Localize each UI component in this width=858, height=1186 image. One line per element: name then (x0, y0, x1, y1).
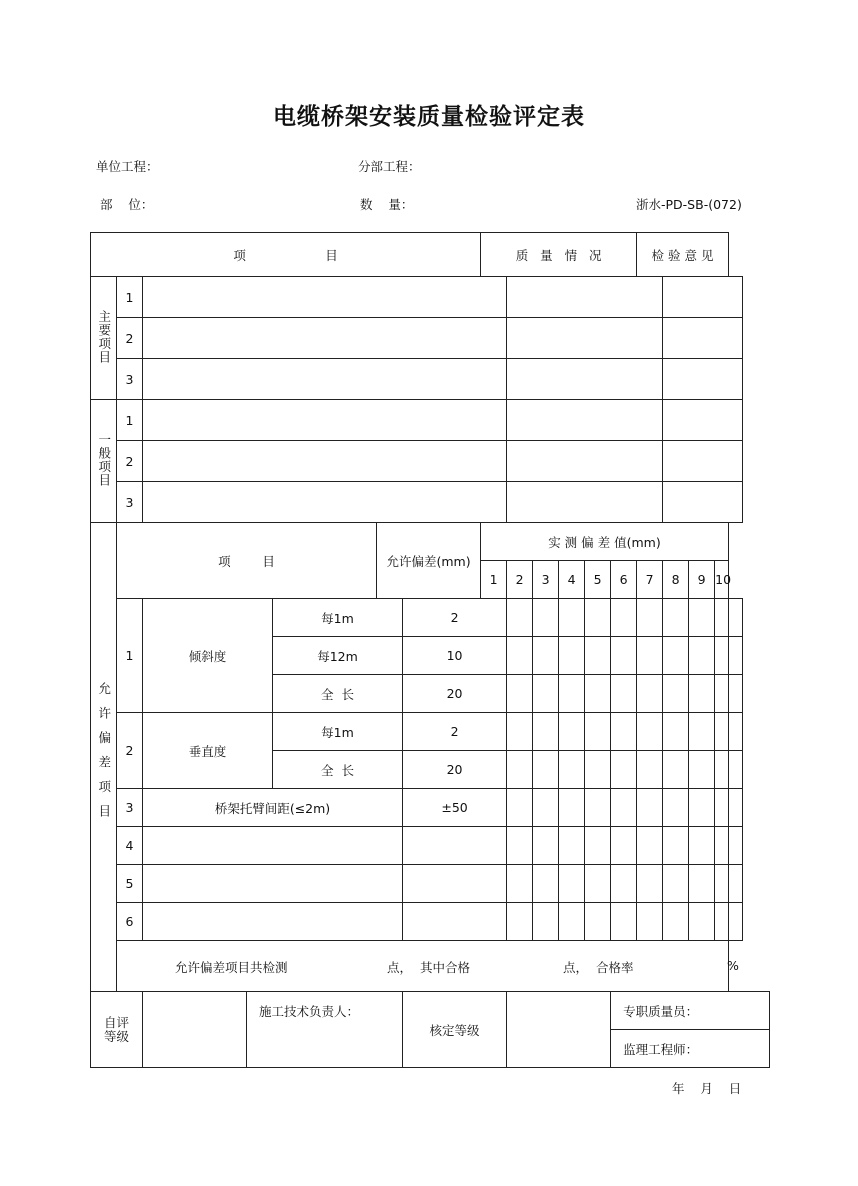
dev-row-5-name[interactable] (143, 865, 403, 903)
main-item-3-content[interactable] (143, 359, 507, 400)
dev-row-2b-label: 全 长 (273, 751, 403, 789)
general-item-1-quality[interactable] (507, 400, 663, 441)
measure-cell[interactable] (637, 827, 663, 865)
qc-officer-label: 专职质量员： (611, 992, 770, 1030)
dev-row-6-value[interactable] (403, 903, 507, 941)
main-item-3-quality[interactable] (507, 359, 663, 400)
date-line: 年 月 日 (672, 1081, 742, 1096)
general-item-1-opinion[interactable] (663, 400, 742, 441)
measure-cell[interactable] (728, 675, 742, 713)
measure-cell[interactable] (663, 675, 689, 713)
dev-row-1-name: 倾斜度 (143, 599, 273, 713)
measure-cell[interactable] (637, 599, 663, 637)
measure-cell[interactable] (533, 827, 559, 865)
measure-cell[interactable] (637, 675, 663, 713)
general-item-3-no: 3 (117, 482, 143, 523)
measure-cell[interactable] (663, 789, 689, 827)
general-item-1-no: 1 (117, 400, 143, 441)
measure-cell[interactable] (637, 713, 663, 751)
measure-cell[interactable] (533, 675, 559, 713)
measure-col-4: 4 (559, 561, 585, 599)
main-item-3-no: 3 (117, 359, 143, 400)
measure-cell[interactable] (533, 789, 559, 827)
table-row (91, 827, 770, 865)
main-item-1-no: 1 (117, 277, 143, 318)
dev-row-4-value[interactable] (403, 827, 507, 865)
measure-cell[interactable] (559, 713, 585, 751)
measure-cell[interactable] (585, 713, 611, 751)
unit-project-label: 单位工程： (96, 159, 159, 174)
measure-cell[interactable] (585, 827, 611, 865)
measure-cell[interactable] (611, 599, 637, 637)
table-row (91, 599, 770, 637)
dev-row-1c-label: 全 长 (273, 675, 403, 713)
measure-cell[interactable] (728, 827, 742, 865)
measure-cell[interactable] (507, 827, 533, 865)
general-item-3-content[interactable] (143, 482, 507, 523)
measure-cell[interactable] (637, 903, 663, 941)
measure-cell[interactable] (689, 789, 715, 827)
measure-cell[interactable] (689, 865, 715, 903)
measure-cell[interactable] (585, 599, 611, 637)
dev-row-2-name: 垂直度 (143, 713, 273, 789)
main-item-2-content[interactable] (143, 318, 507, 359)
dev-row-1c-value: 20 (403, 675, 507, 713)
measure-cell[interactable] (611, 675, 637, 713)
measure-cell[interactable] (728, 637, 742, 675)
measure-cell[interactable] (559, 599, 585, 637)
general-item-3-quality[interactable] (507, 482, 663, 523)
summary-text-1: 允许偏差项目共检测 (175, 960, 288, 975)
form-code: 浙水-PD-SB-(072) (636, 197, 742, 212)
measure-cell[interactable] (637, 865, 663, 903)
table-row (91, 865, 770, 903)
quantity-label: 数 量： (360, 197, 414, 212)
deviation-item-header: 项 目 (117, 523, 377, 599)
measure-cell[interactable] (533, 713, 559, 751)
measure-cell[interactable] (507, 751, 533, 789)
measure-cell[interactable] (533, 637, 559, 675)
main-item-1-opinion[interactable] (663, 277, 742, 318)
main-item-3-opinion[interactable] (663, 359, 742, 400)
summary-text-2: 点， 其中合格 (387, 960, 470, 975)
measure-cell[interactable] (728, 789, 742, 827)
measure-cell[interactable] (689, 637, 715, 675)
measure-cell[interactable] (728, 751, 742, 789)
measure-col-1: 1 (481, 561, 507, 599)
measure-cell[interactable] (611, 751, 637, 789)
dev-row-6-no: 6 (117, 903, 143, 941)
tech-lead-label: 施工技术负责人： (247, 992, 403, 1068)
dev-row-3-value: ±50 (403, 789, 507, 827)
measure-cell[interactable] (689, 751, 715, 789)
general-item-2-content[interactable] (143, 441, 507, 482)
table-row (91, 713, 770, 751)
measure-cell[interactable] (559, 751, 585, 789)
measure-cell[interactable] (663, 713, 689, 751)
table-row (91, 789, 770, 827)
measure-cell[interactable] (715, 789, 729, 827)
dev-row-2a-label: 每1m (273, 713, 403, 751)
summary-text-3: 点， 合格率 (563, 960, 634, 975)
item-header: 项 目 (91, 233, 481, 277)
measure-col-7: 7 (637, 561, 663, 599)
supervisor-label: 监理工程师： (611, 1030, 770, 1068)
opinion-header: 检 验 意 见 (637, 233, 729, 277)
measure-col-9: 9 (689, 561, 715, 599)
measure-cell[interactable] (663, 903, 689, 941)
measure-cell[interactable] (663, 827, 689, 865)
measure-cell[interactable] (559, 903, 585, 941)
measure-cell[interactable] (715, 903, 729, 941)
summary-row (117, 941, 739, 992)
main-items-group: 主要项目 (91, 277, 117, 400)
main-item-2-no: 2 (117, 318, 143, 359)
measure-cell[interactable] (507, 789, 533, 827)
measure-cell[interactable] (728, 903, 742, 941)
measure-cell[interactable] (611, 789, 637, 827)
measure-cell[interactable] (507, 637, 533, 675)
dev-row-2b-value: 20 (403, 751, 507, 789)
measure-cell[interactable] (715, 637, 729, 675)
location-label: 部 位： (100, 197, 154, 212)
self-eval-value[interactable] (143, 992, 247, 1068)
measure-cell[interactable] (611, 903, 637, 941)
measure-cell[interactable] (611, 865, 637, 903)
measure-cell[interactable] (585, 675, 611, 713)
measure-cell[interactable] (689, 827, 715, 865)
measure-cell[interactable] (585, 637, 611, 675)
measure-cell[interactable] (715, 827, 729, 865)
allowed-deviation-group: 允许偏差项目 (91, 523, 117, 992)
measure-cell[interactable] (689, 675, 715, 713)
dev-row-5-value[interactable] (403, 865, 507, 903)
measure-cell[interactable] (533, 865, 559, 903)
measure-cell[interactable] (533, 903, 559, 941)
measure-cell[interactable] (715, 599, 729, 637)
measure-col-2: 2 (507, 561, 533, 599)
measure-col-8: 8 (663, 561, 689, 599)
measure-cell[interactable] (689, 599, 715, 637)
dev-row-1a-label: 每1m (273, 599, 403, 637)
summary-text-4: % (727, 958, 739, 973)
measure-cell[interactable] (715, 675, 729, 713)
measure-cell[interactable] (728, 865, 742, 903)
quality-header: 质 量 情 况 (481, 233, 637, 277)
measure-col-6: 6 (611, 561, 637, 599)
self-eval-label: 自评等级 (91, 992, 143, 1068)
measure-cell[interactable] (611, 827, 637, 865)
dev-row-4-no: 4 (117, 827, 143, 865)
measure-cell[interactable] (507, 675, 533, 713)
measure-cell[interactable] (663, 599, 689, 637)
measure-cell[interactable] (715, 751, 729, 789)
dev-row-4-name[interactable] (143, 827, 403, 865)
measure-cell[interactable] (559, 865, 585, 903)
main-item-1-quality[interactable] (507, 277, 663, 318)
measure-cell[interactable] (663, 751, 689, 789)
measure-cell[interactable] (585, 865, 611, 903)
inspection-table (90, 232, 770, 1068)
measure-cell[interactable] (689, 713, 715, 751)
main-item-1-content[interactable] (143, 277, 507, 318)
general-item-2-quality[interactable] (507, 441, 663, 482)
form-title: 电缆桥架安装质量检验评定表 (273, 104, 585, 130)
verify-grade-label: 核定等级 (403, 992, 507, 1068)
dev-row-5-no: 5 (117, 865, 143, 903)
general-item-2-opinion[interactable] (663, 441, 742, 482)
measure-cell[interactable] (559, 827, 585, 865)
general-items-group: 一般项目 (91, 400, 117, 523)
sub-project-label: 分部工程： (358, 159, 421, 174)
measure-cell[interactable] (507, 903, 533, 941)
main-item-2-opinion[interactable] (663, 318, 742, 359)
measure-cell[interactable] (585, 789, 611, 827)
allowed-deviation-header: 允许偏差(mm) (377, 523, 481, 599)
general-item-1-content[interactable] (143, 400, 507, 441)
dev-row-1a-value: 2 (403, 599, 507, 637)
measure-cell[interactable] (663, 637, 689, 675)
measure-cell[interactable] (507, 599, 533, 637)
general-item-3-opinion[interactable] (663, 482, 742, 523)
measure-cell[interactable] (715, 865, 729, 903)
verify-grade-value[interactable] (507, 992, 611, 1068)
measured-deviation-header: 实 测 偏 差 值(mm) (481, 523, 729, 561)
measure-cell[interactable] (728, 713, 742, 751)
dev-row-1b-label: 每12m (273, 637, 403, 675)
table-row (91, 903, 770, 941)
measure-cell[interactable] (715, 713, 729, 751)
measure-cell[interactable] (689, 903, 715, 941)
measure-col-10: 10 (715, 561, 729, 599)
measure-cell[interactable] (559, 789, 585, 827)
measure-cell[interactable] (533, 599, 559, 637)
measure-cell[interactable] (533, 751, 559, 789)
general-item-2-no: 2 (117, 441, 143, 482)
measure-col-3: 3 (533, 561, 559, 599)
measure-col-5: 5 (585, 561, 611, 599)
measure-cell[interactable] (637, 637, 663, 675)
measure-cell[interactable] (611, 637, 637, 675)
dev-row-1b-value: 10 (403, 637, 507, 675)
dev-row-2-no: 2 (117, 713, 143, 789)
measure-cell[interactable] (611, 713, 637, 751)
dev-row-2a-value: 2 (403, 713, 507, 751)
dev-row-3-no: 3 (117, 789, 143, 827)
measure-cell[interactable] (637, 751, 663, 789)
dev-row-1-no: 1 (117, 599, 143, 713)
measure-cell[interactable] (585, 751, 611, 789)
measure-cell[interactable] (728, 599, 742, 637)
dev-row-3-name: 桥架托臂间距(≤2m) (143, 789, 403, 827)
measure-cell[interactable] (507, 713, 533, 751)
measure-cell[interactable] (559, 675, 585, 713)
measure-cell[interactable] (507, 865, 533, 903)
measure-cell[interactable] (585, 903, 611, 941)
measure-cell[interactable] (559, 637, 585, 675)
dev-row-6-name[interactable] (143, 903, 403, 941)
main-item-2-quality[interactable] (507, 318, 663, 359)
measure-cell[interactable] (637, 789, 663, 827)
measure-cell[interactable] (663, 865, 689, 903)
